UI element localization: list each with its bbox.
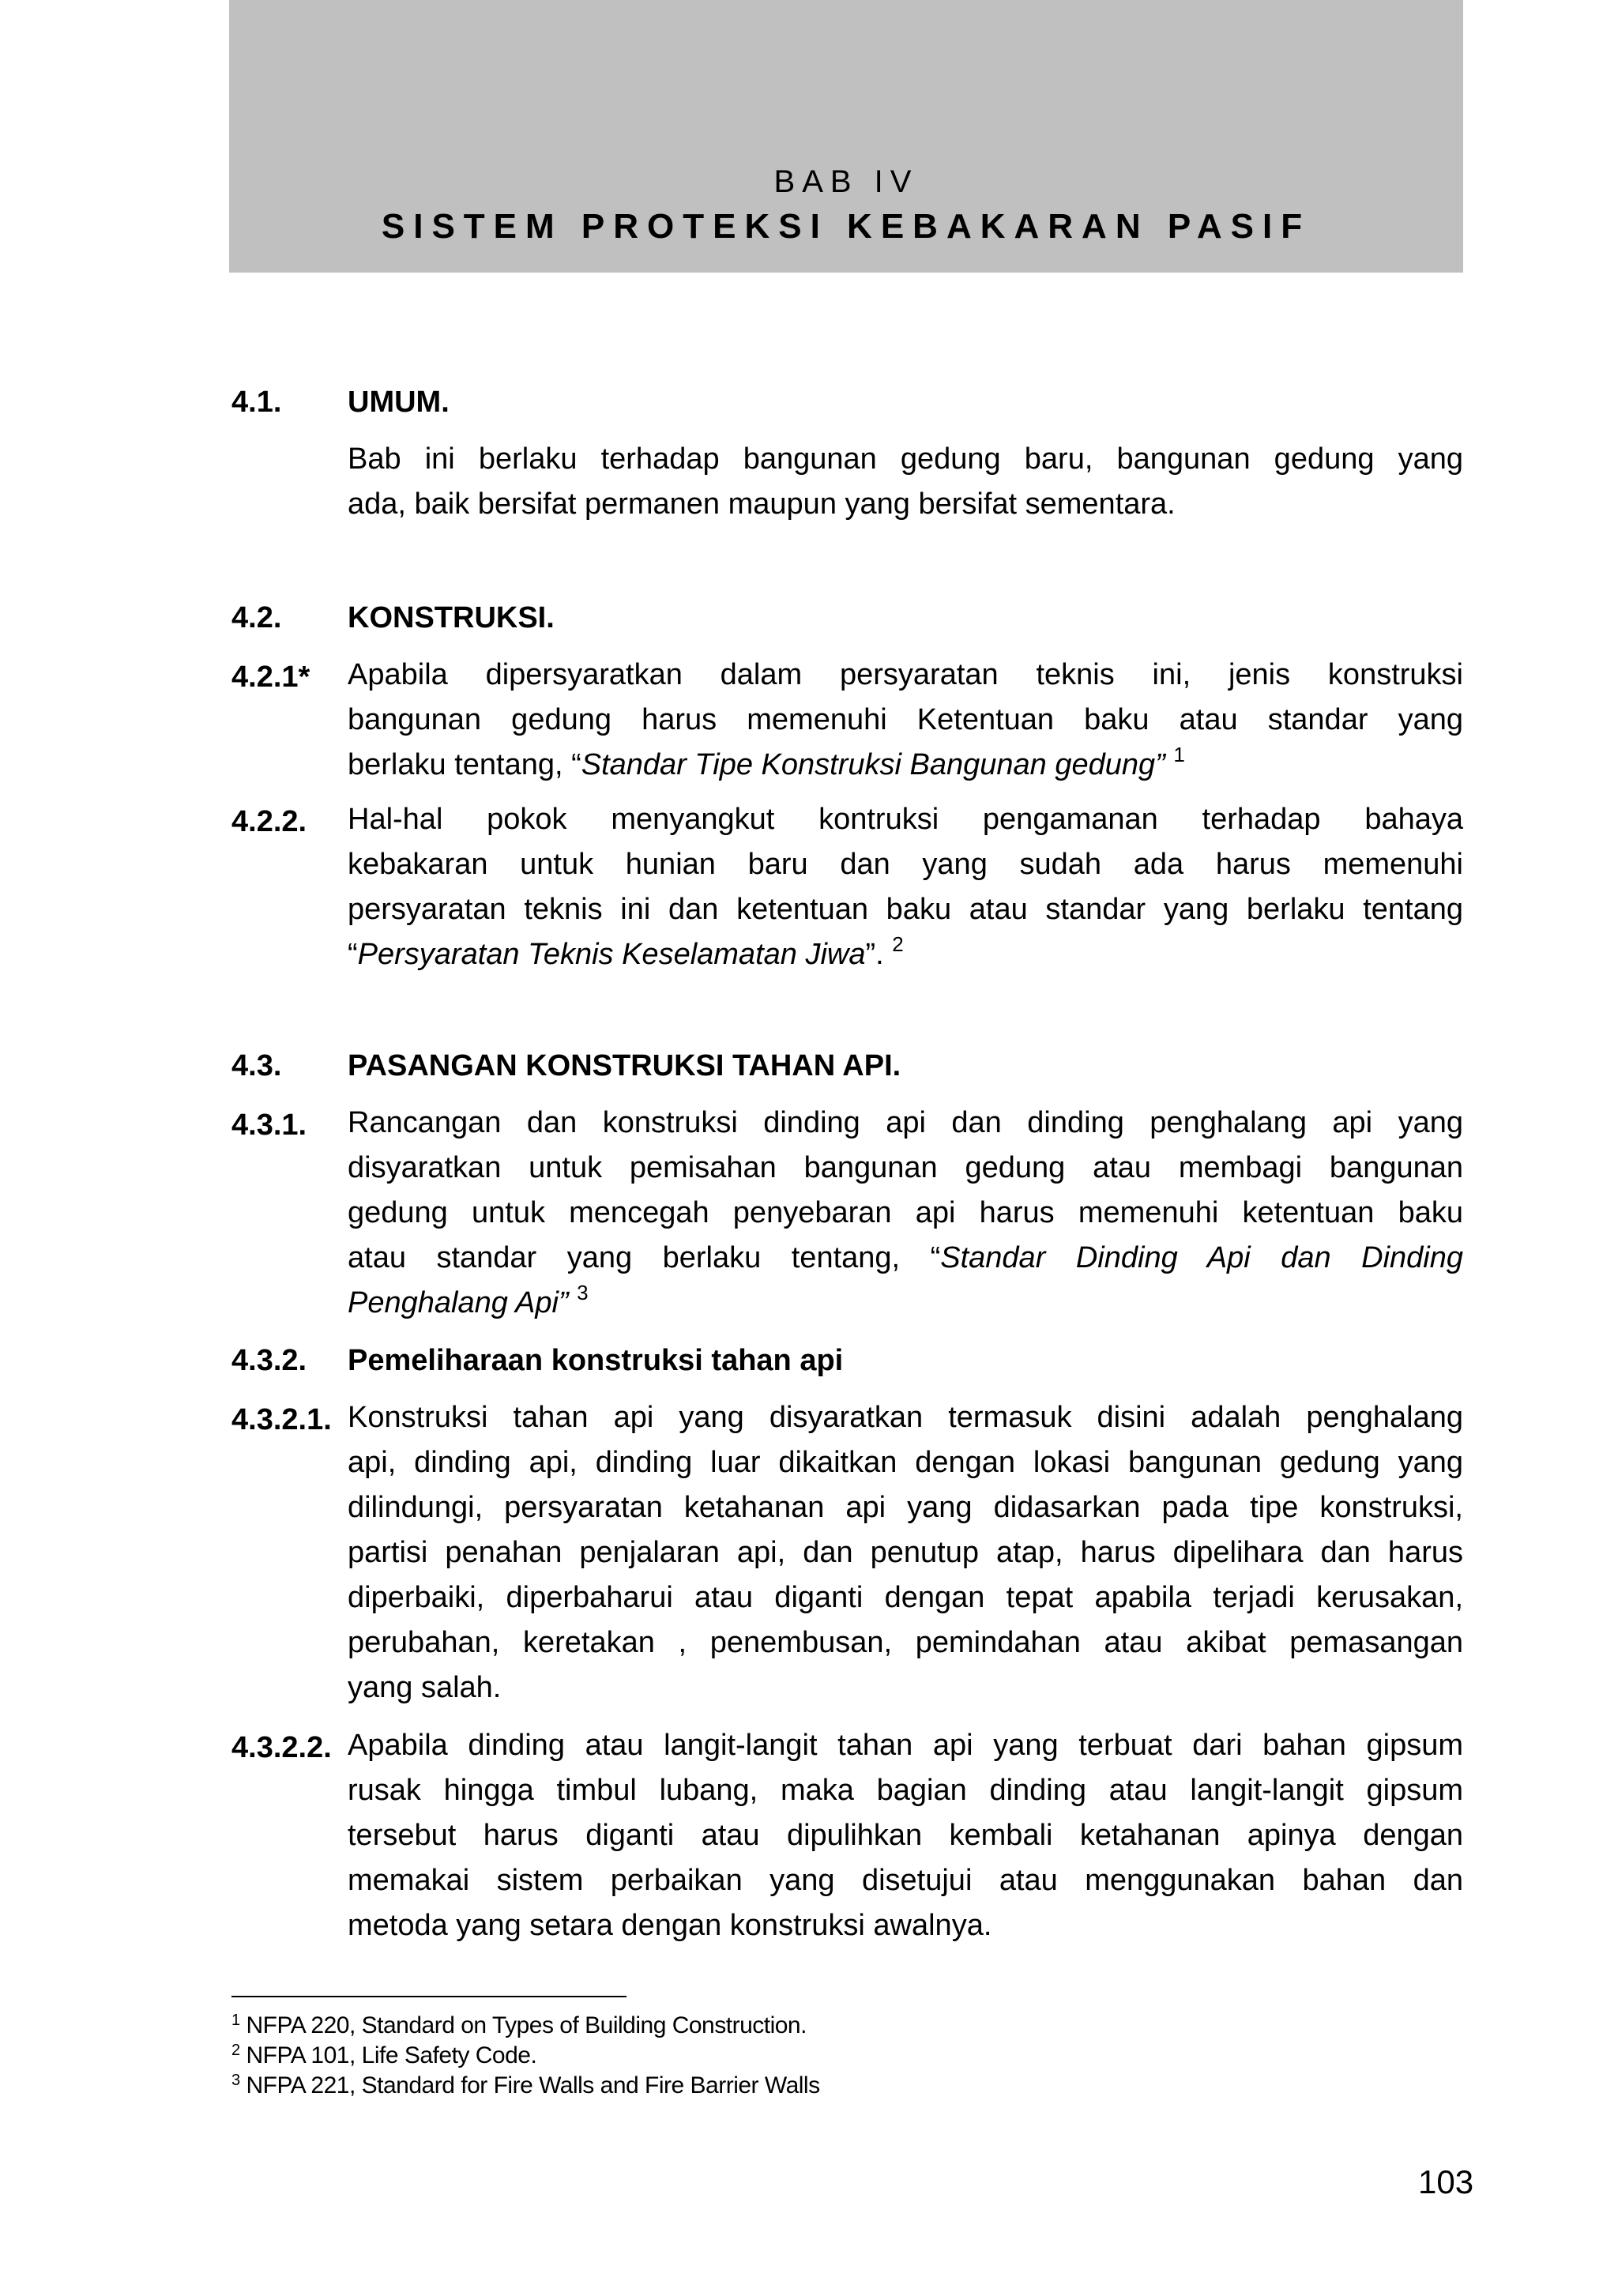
- section-heading-pemeliharaan: Pemeliharaan konstruksi tahan api: [348, 1344, 844, 1377]
- text-line: yang salah.: [348, 1671, 502, 1704]
- section-number-4-3-2-1: 4.3.2.1.: [231, 1403, 332, 1436]
- text-line: bangunan gedung harus memenuhi Ketentuan baku atau standar yang: [348, 703, 1463, 736]
- text-line: perubahan, keretakan , penembusan, pemindahan atau akibat pemasangan: [348, 1626, 1463, 1659]
- paragraph-4-3-2-1: [348, 1395, 1463, 1711]
- footnote-2: $^2$ NFPA 101, Life Safety Code.: [231, 2042, 537, 2068]
- text-line: Rancangan dan konstruksi dinding api dan dinding penghalang api yang: [348, 1106, 1463, 1139]
- text-line: disyaratkan untuk pemisahan bangunan gedung atau membagi bangunan: [348, 1151, 1463, 1184]
- text-line: tersebut harus diganti atau dipulihkan kembali ketahanan apinya dengan: [348, 1819, 1463, 1852]
- page-number: 103: [1418, 2163, 1474, 2200]
- footnote-3: $^3$ NFPA 221, Standard for Fire Walls and Fire Barrier Walls: [231, 2072, 820, 2098]
- chapter-number: BAB IV: [773, 164, 919, 199]
- text-line: rusak hingga timbul lubang, maka bagian dinding atau langit-langit gipsum: [348, 1774, 1463, 1807]
- text-line: kebakaran untuk hunian baru dan yang sudah ada harus memenuhi: [348, 848, 1463, 881]
- text-line: metoda yang setara dengan konstruksi awalnya.: [348, 1909, 992, 1942]
- standard-title: Penghalang Api”: [348, 1286, 569, 1319]
- text-line: berlaku tentang, “Standar Tipe Konstruksi Bangunan gedung” $^1$: [348, 743, 1185, 781]
- text-line: gedung untuk mencegah penyebaran api harus memenuhi ketentuan baku: [348, 1196, 1463, 1229]
- text-line: Apabila dinding atau langit-langit tahan api yang terbuat dari bahan gipsum: [348, 1729, 1463, 1762]
- text-line: memakai sistem perbaikan yang disetujui atau menggunakan bahan dan: [348, 1864, 1463, 1897]
- section-number-4-3-2: 4.3.2.: [231, 1344, 307, 1377]
- paragraph-4-3-1: [348, 1101, 1463, 1326]
- chapter-title: SISTEM PROTEKSI KEBAKARAN PASIF: [381, 207, 1311, 246]
- text-line: Bab ini berlaku terhadap bangunan gedung baru, bangunan gedung yang: [348, 442, 1463, 476]
- standard-title: Standar Tipe Konstruksi Bangunan gedung”: [581, 748, 1165, 781]
- section-heading-konstruksi: KONSTRUKSI.: [348, 601, 555, 634]
- text-line: Apabila dipersyaratkan dalam persyaratan teknis ini, jenis konstruksi: [348, 658, 1463, 691]
- paragraph-4-3-2-2: [348, 1723, 1463, 1948]
- section-number-4-3-2-2: 4.3.2.2.: [231, 1731, 332, 1764]
- text-line: ada, baik bersifat permanen maupun yang bersifat sementara.: [348, 487, 1176, 521]
- footnote-ref-1: 1: [1173, 743, 1185, 766]
- footnote-divider: [231, 1996, 627, 1997]
- section-heading-pasangan: PASANGAN KONSTRUKSI TAHAN API.: [348, 1049, 901, 1082]
- text-line: diperbaiki, diperbaharui atau diganti dengan tepat apabila terjadi kerusakan,: [348, 1581, 1463, 1614]
- paragraph-4-2-2: [348, 797, 1463, 977]
- paragraph-4-2-1: [348, 653, 1463, 788]
- text-line: Hal-hal pokok menyangkut kontruksi pengamanan terhadap bahaya: [348, 803, 1463, 836]
- section-number-4-3-1: 4.3.1.: [231, 1108, 307, 1142]
- footnote-1: $^1$ NFPA 220, Standard on Types of Building Construction.: [231, 2012, 807, 2038]
- text-line: atau standar yang berlaku tentang, “Standar Dinding Api dan Dinding: [348, 1241, 1463, 1274]
- section-number-4-1: 4.1.: [231, 386, 282, 419]
- section-number-4-3: 4.3.: [231, 1049, 282, 1082]
- text-line: Konstruksi tahan api yang disyaratkan termasuk disini adalah penghalang: [348, 1401, 1463, 1434]
- section-number-4-2: 4.2.: [231, 601, 282, 634]
- text-line: persyaratan teknis ini dan ketentuan baku atau standar yang berlaku tentang: [348, 893, 1463, 926]
- section-number-4-2-1: 4.2.1*: [231, 661, 310, 694]
- text-line: “Persyaratan Teknis Keselamatan Jiwa”. $^2$: [348, 932, 904, 971]
- text-line: api, dinding api, dinding luar dikaitkan dengan lokasi bangunan gedung yang: [348, 1446, 1463, 1479]
- chapter-header: [229, 0, 1463, 273]
- footnote-ref-2: 2: [892, 932, 904, 956]
- paragraph-4-1: [348, 437, 1463, 527]
- standard-title: Persyaratan Teknis Keselamatan Jiwa: [357, 938, 866, 971]
- footnote-ref-3: 3: [577, 1281, 589, 1304]
- section-heading-umum: UMUM.: [348, 386, 450, 419]
- text-line: dilindungi, persyaratan ketahanan api yang didasarkan pada tipe konstruksi,: [348, 1491, 1463, 1524]
- text-line: [348, 1281, 1463, 1326]
- text-line: partisi penahan penjalaran api, dan penutup atap, harus dipelihara dan harus: [348, 1536, 1463, 1569]
- section-number-4-2-2: 4.2.2.: [231, 805, 307, 838]
